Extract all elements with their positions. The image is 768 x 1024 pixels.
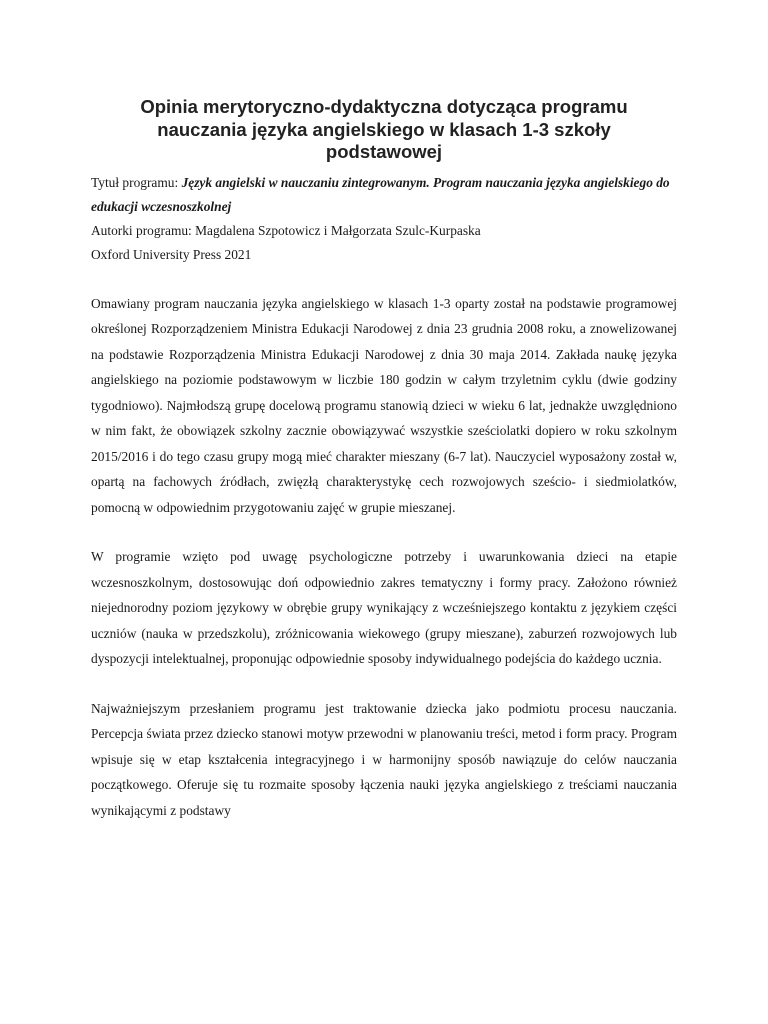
paragraph-3: Najważniejszym przesłaniem programu jest traktowanie dziecka jako podmiotu procesu nauczania. Percepcja świata przez dziecko stanowi motyw przewodni w planowaniu treści, metod i form pracy. Program wpisuje się w etap kształcenia integracyjnego i w harmonijny sposób nawiązuje do celów nauczania początkowego. Oferuje się tu rozmaite sposoby łączenia nauki języka angielskiego z treściami nauczania wynikającymi z podstawy (91, 700, 677, 818)
paragraph-1: Omawiany program nauczania języka angielskiego w klasach 1-3 oparty został na podstawie programowej określonej Rozporządzeniem Ministra Edukacji Narodowej z dnia 23 grudnia 2008 roku, a znowelizowanej na podstawie Rozporządzenia Ministra Edukacji Narodowej z dnia 30 maja 2014. Zakłada naukę języka angielskiego na poziomie podstawowym w liczbie 180 godzin w całym trzyletnim cyklu (dwie godziny tygodniowo). Najmłodszą grupę docelową programu stanowią dzieci w wieku 6 lat, jednakże uwzględniono w nim fakt, że obowiązek szkolny zacznie obowiązywać wszystkie sześciolatki dopiero w roku szkolnym 2015/2016 i do tego czasu grupy mogą mieć charakter mieszany (6-7 lat). Nauczyciel wyposażony został w, opartą na fachowych źródłach, zwięzłą charakterystykę cech rozwojowych sześcio- i siedmiolatków, pomocną w odpowiednim przygotowaniu zajęć w grupie mieszanej. (91, 295, 677, 515)
title-line-3: podstawowej (325, 141, 443, 162)
program-title-value: Język angielski w nauczaniu zintegrowanym. Program nauczania języka angielskiego do edukacji wczesnoszkolnej (91, 174, 670, 214)
title-line-1: Opinia merytoryczno-dydaktyczna dotycząca programu (140, 96, 628, 117)
paragraph-2: W programie wzięto pod uwagę psychologiczne potrzeby i uwarunkowania dzieci na etapie wczesnoszkolnym, dostosowując doń odpowiednio zakres tematyczny i formy pracy. Założono również niejednorodny poziom językowy w obrębie grupy wynikający z wcześniejszego kontaktu z językiem części uczniów (nauka w przedszkolu), zróżnicowania wiekowego (grupy mieszane), zaburzeń rozwojowych lub dyspozycji intelektualnej, proponując odpowiednie sposoby indywidualnego podejścia do każdego ucznia. (91, 549, 677, 666)
program-title (91, 171, 677, 219)
title-line-2: nauczania języka angielskiego w klasach 1-3 szkoły (157, 118, 611, 140)
document-page (91, 96, 677, 823)
program-metadata (91, 171, 677, 267)
program-publisher: Oxford University Press 2021 (91, 246, 252, 262)
program-title-label: Tytuł programu: (91, 174, 182, 190)
program-authors: Autorki programu: Magdalena Szpotowicz i Małgorzata Szulc-Kurpaska (91, 222, 481, 238)
document-title (91, 96, 677, 164)
